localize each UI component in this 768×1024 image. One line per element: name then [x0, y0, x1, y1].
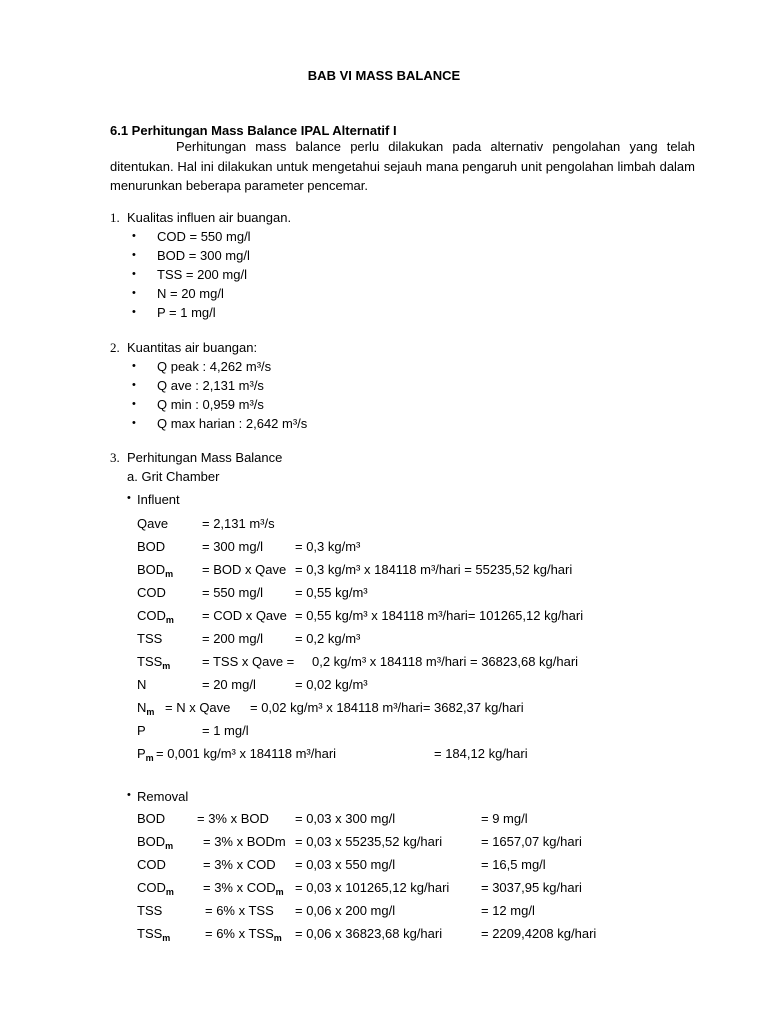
param-name-mass: $COD_m$: [137, 608, 174, 625]
removal-formula: = 6% x $TSS_m$: [205, 926, 282, 943]
param-name-mass: $N_m$: [137, 700, 155, 717]
influent-calc: = 0,001 kg/m³ x 184118 m³/hari: [156, 746, 337, 761]
param-name: BOD: [137, 811, 166, 826]
influent-formula: = BOD x Qave: [202, 562, 287, 577]
influent-quality-item: BOD = 300 mg/l: [157, 248, 250, 263]
influent-value: = 550 mg/l: [202, 585, 264, 600]
item-3-label: Perhitungan Mass Balance: [127, 450, 283, 465]
influent-quality-item: N = 20 mg/l: [157, 286, 224, 301]
subsection-grit-chamber: a. Grit Chamber: [127, 469, 220, 484]
removal-formula: = 3% x BODm: [203, 834, 286, 849]
influent-value: = 200 mg/l: [202, 631, 264, 646]
item-1-number: 1.: [110, 210, 120, 225]
bullet-icon: •: [132, 268, 136, 280]
flow-item: Q ave : 2,131 m³/s: [157, 378, 264, 393]
bullet-icon: •: [127, 789, 131, 801]
removal-calc: = 0,03 x 300 mg/l: [295, 811, 396, 826]
intro-text: Perhitungan mass balance perlu dilakukan pada alternativ pengolahan yang telah ditentukan. Hal ini dilakukan untuk mengetahui sejauh mana pengaruh unit pengolahan limbah dalam menurunkan beberapa parameter pencemar.: [110, 139, 695, 193]
removal-formula: = 6% x TSS: [205, 903, 274, 918]
removal-formula: = 3% x BOD: [197, 811, 269, 826]
param-name-mass: $BOD_m$: [137, 562, 174, 579]
influent-value-converted: = 0,2 kg/m³: [295, 631, 361, 646]
bullet-icon: •: [127, 492, 131, 504]
param-name: COD: [137, 585, 166, 600]
influent-formula: = N x Qave: [165, 700, 231, 715]
influent-calc: = 0,02 kg/m³ x 184118 m³/hari= 3682,37 kg/hari: [250, 700, 524, 715]
influent-value-converted: = 0,02 kg/m³: [295, 677, 368, 692]
bullet-icon: •: [132, 360, 136, 372]
chapter-title: BAB VI MASS BALANCE: [307, 68, 461, 83]
influent-value-converted: = 0,3 kg/m³: [295, 539, 361, 554]
influent-quality-item: P = 1 mg/l: [157, 305, 216, 320]
removal-calc: = 0,06 x 200 mg/l: [295, 903, 396, 918]
removal-calc: = 0,06 x 36823,68 kg/hari: [295, 926, 443, 941]
influent-value: = 20 mg/l: [202, 677, 256, 692]
removal-calc: = 0,03 x 101265,12 kg/hari: [295, 880, 450, 895]
param-name: BOD: [137, 539, 166, 554]
param-name-mass: $P_m$: [137, 746, 154, 763]
removal-formula: = 3% x $COD_m$: [203, 880, 284, 897]
influent-formula: = TSS x Qave =: [202, 654, 295, 669]
influent-value: = 2,131 m³/s: [202, 516, 275, 531]
removal-result: = 12 mg/l: [481, 903, 535, 918]
influent-calc: = 0,3 kg/m³ x 184118 m³/hari = 55235,52 kg/hari: [295, 562, 573, 577]
param-name-mass: $BOD_m$: [137, 834, 174, 851]
influent-value: = 300 mg/l: [202, 539, 264, 554]
removal-result: = 2209,4208 kg/hari: [481, 926, 597, 941]
item-1-label: Kualitas influen air buangan.: [127, 210, 292, 225]
removal-result: = 16,5 mg/l: [481, 857, 546, 872]
flow-item: Q max harian : 2,642 m³/s: [157, 416, 308, 431]
param-name: N: [137, 677, 147, 692]
param-name: TSS: [137, 631, 163, 646]
influent-formula: = COD x Qave: [202, 608, 287, 623]
bullet-icon: •: [132, 417, 136, 429]
removal-heading: Removal: [137, 789, 189, 804]
bullet-icon: •: [132, 249, 136, 261]
bullet-icon: •: [132, 230, 136, 242]
flow-item: Q peak : 4,262 m³/s: [157, 359, 272, 374]
bullet-icon: •: [132, 379, 136, 391]
param-name: P: [137, 723, 146, 738]
bullet-icon: •: [132, 287, 136, 299]
influent-calc: = 0,55 kg/m³ x 184118 m³/hari= 101265,12 kg/hari: [295, 608, 584, 623]
bullet-icon: •: [132, 306, 136, 318]
param-name-mass: $TSS_m$: [137, 654, 171, 671]
intro-paragraph: [110, 137, 695, 196]
influent-value-converted: = 0,55 kg/m³: [295, 585, 368, 600]
bullet-icon: •: [132, 398, 136, 410]
removal-result: = 3037,95 kg/hari: [481, 880, 582, 895]
param-name-mass: $TSS_m$: [137, 926, 171, 943]
section-heading: 6.1 Perhitungan Mass Balance IPAL Alternatif I: [110, 123, 397, 138]
param-name: Qave: [137, 516, 169, 531]
flow-item: Q min : 0,959 m³/s: [157, 397, 264, 412]
influent-quality-item: COD = 550 mg/l: [157, 229, 251, 244]
influent-row-qave: [137, 517, 168, 530]
influent-quality-item: TSS = 200 mg/l: [157, 267, 247, 282]
removal-calc: = 0,03 x 55235,52 kg/hari: [295, 834, 443, 849]
removal-result: = 1657,07 kg/hari: [481, 834, 582, 849]
item-2-number: 2.: [110, 340, 120, 355]
param-name-mass: $COD_m$: [137, 880, 174, 897]
removal-result: = 9 mg/l: [481, 811, 528, 826]
influent-result: = 184,12 kg/hari: [434, 746, 528, 761]
item-3-number: 3.: [110, 450, 120, 465]
influent-calc: 0,2 kg/m³ x 184118 m³/hari = 36823,68 kg/hari: [312, 654, 579, 669]
removal-calc: = 0,03 x 550 mg/l: [295, 857, 396, 872]
influent-heading: Influent: [137, 492, 180, 507]
influent-value: = 1 mg/l: [202, 723, 249, 738]
removal-formula: = 3% x COD: [203, 857, 276, 872]
param-name: COD: [137, 857, 166, 872]
item-2-label: Kuantitas air buangan:: [127, 340, 258, 355]
param-name: TSS: [137, 903, 163, 918]
